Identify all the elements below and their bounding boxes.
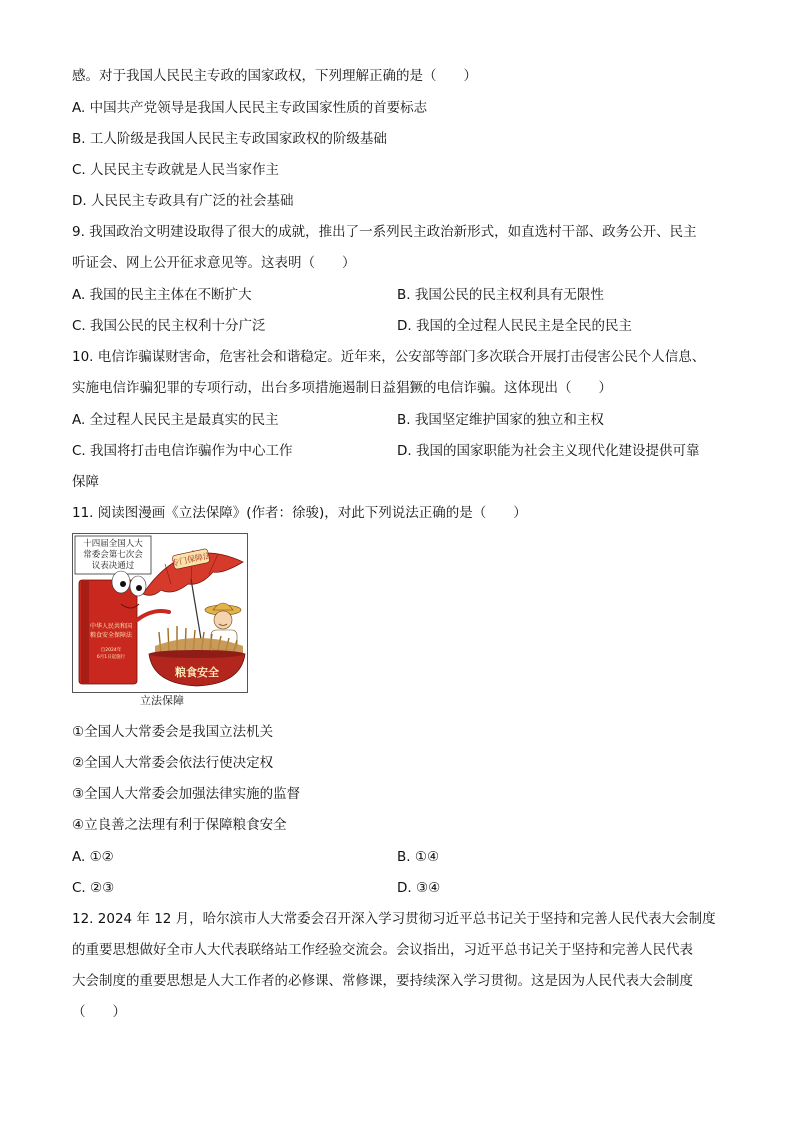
- book-title-line2: 粮食安全保障法: [89, 632, 133, 639]
- q11-statement-2: ②全国人大常委会依法行使决定权: [72, 755, 274, 771]
- q12-stem-line1: 12. 2024 年 12 月，哈尔滨市人大常委会召开深入学习贯彻习近平总书记关于坚持和完善人民代表大会制度: [72, 911, 716, 927]
- q12-stem-line2: 的重要思想做好全市人大代表联络站工作经验交流会。会议指出，习近平总书记关于坚持和完善人民代表: [72, 942, 693, 958]
- farmer-face: [214, 611, 232, 629]
- bowl-label: 粮食安全: [175, 666, 219, 679]
- comic-box-line1: 十四届全国人大: [83, 539, 143, 549]
- q12-stem-line4: （ ）: [72, 1004, 126, 1020]
- comic-caption: 立法保障: [140, 694, 184, 707]
- q9-option-b: B. 我国公民的民主权利具有无限性: [397, 287, 604, 303]
- q11-option-b: B. ①④: [397, 849, 440, 865]
- q8-stem-tail: 感。对于我国人民民主专政的国家政权，下列理解正确的是（ ）: [72, 68, 477, 84]
- book-small-line2: 6月1日起施行: [96, 655, 126, 660]
- q10-option-a: A. 全过程人民民主是最真实的民主: [72, 412, 279, 428]
- q9-stem-line2: 听证会、网上公开征求意见等。这表明（ ）: [72, 255, 356, 271]
- q11-statement-4: ④立良善之法理有利于保障粮食安全: [72, 817, 287, 833]
- q11-option-d: D. ③④: [397, 880, 441, 896]
- q11-statement-3: ③全国人大常委会加强法律实施的监督: [72, 786, 301, 802]
- umbrella-label: 专门保障法: [170, 550, 212, 569]
- q11-statement-1: ①全国人大常委会是我国立法机关: [72, 724, 274, 740]
- q12-stem-line3: 大会制度的重要思想是人大工作者的必修课、常修课，要持续深入学习贯彻。这是因为人民代表大会制度: [72, 973, 693, 989]
- q10-option-d: D. 我国的国家职能为社会主义现代化建设提供可靠: [397, 443, 700, 459]
- comic-illustration: [72, 533, 248, 693]
- q9-option-a: A. 我国的民主主体在不断扩大: [72, 287, 252, 303]
- q10-stem-line2: 实施电信诈骗犯罪的专项行动，出台多项措施遏制日益猖獗的电信诈骗。这体现出（ ）: [72, 380, 612, 396]
- q9-option-d: D. 我国的全过程人民民主是全民的民主: [397, 318, 632, 334]
- q8-option-b: B. 工人阶级是我国人民民主专政国家政权的阶级基础: [72, 131, 387, 147]
- comic-box-line2: 常委会第七次会: [83, 550, 143, 560]
- umbrella-handle: [191, 579, 201, 639]
- q11-option-c: C. ②③: [72, 880, 115, 896]
- q8-option-c: C. 人民民主专政就是人民当家作主: [72, 162, 280, 178]
- book-small-line1: 自2024年: [100, 648, 122, 653]
- q8-option-d: D. 人民民主专政具有广泛的社会基础: [72, 193, 294, 209]
- q11-option-a: A. ①②: [72, 849, 114, 865]
- q10-stem-line1: 10. 电信诈骗谋财害命，危害社会和谐稳定。近年来，公安部等部门多次联合开展打击侵害公民个人信息、: [72, 349, 706, 365]
- q10-option-c: C. 我国将打击电信诈骗作为中心工作: [72, 443, 293, 459]
- q9-stem-line1: 9. 我国政治文明建设取得了很大的成就，推出了一系列民主政治新形式，如直选村干部、政务公开、民主: [72, 224, 697, 240]
- q10-option-d-continued: 保障: [72, 474, 99, 490]
- q9-option-c: C. 我国公民的民主权利十分广泛: [72, 318, 266, 334]
- comic-box-line3: 议表决通过: [91, 561, 135, 571]
- q11-stem: 11. 阅读图漫画《立法保障》(作者：徐骏)，对此下列说法正确的是（ ）: [72, 505, 527, 521]
- q10-option-b: B. 我国坚定维护国家的独立和主权: [397, 412, 604, 428]
- book-title-line1: 中华人民共和国: [89, 623, 133, 630]
- comic-drawing: [73, 534, 248, 693]
- q8-option-a: A. 中国共产党领导是我国人民民主专政国家性质的首要标志: [72, 100, 428, 116]
